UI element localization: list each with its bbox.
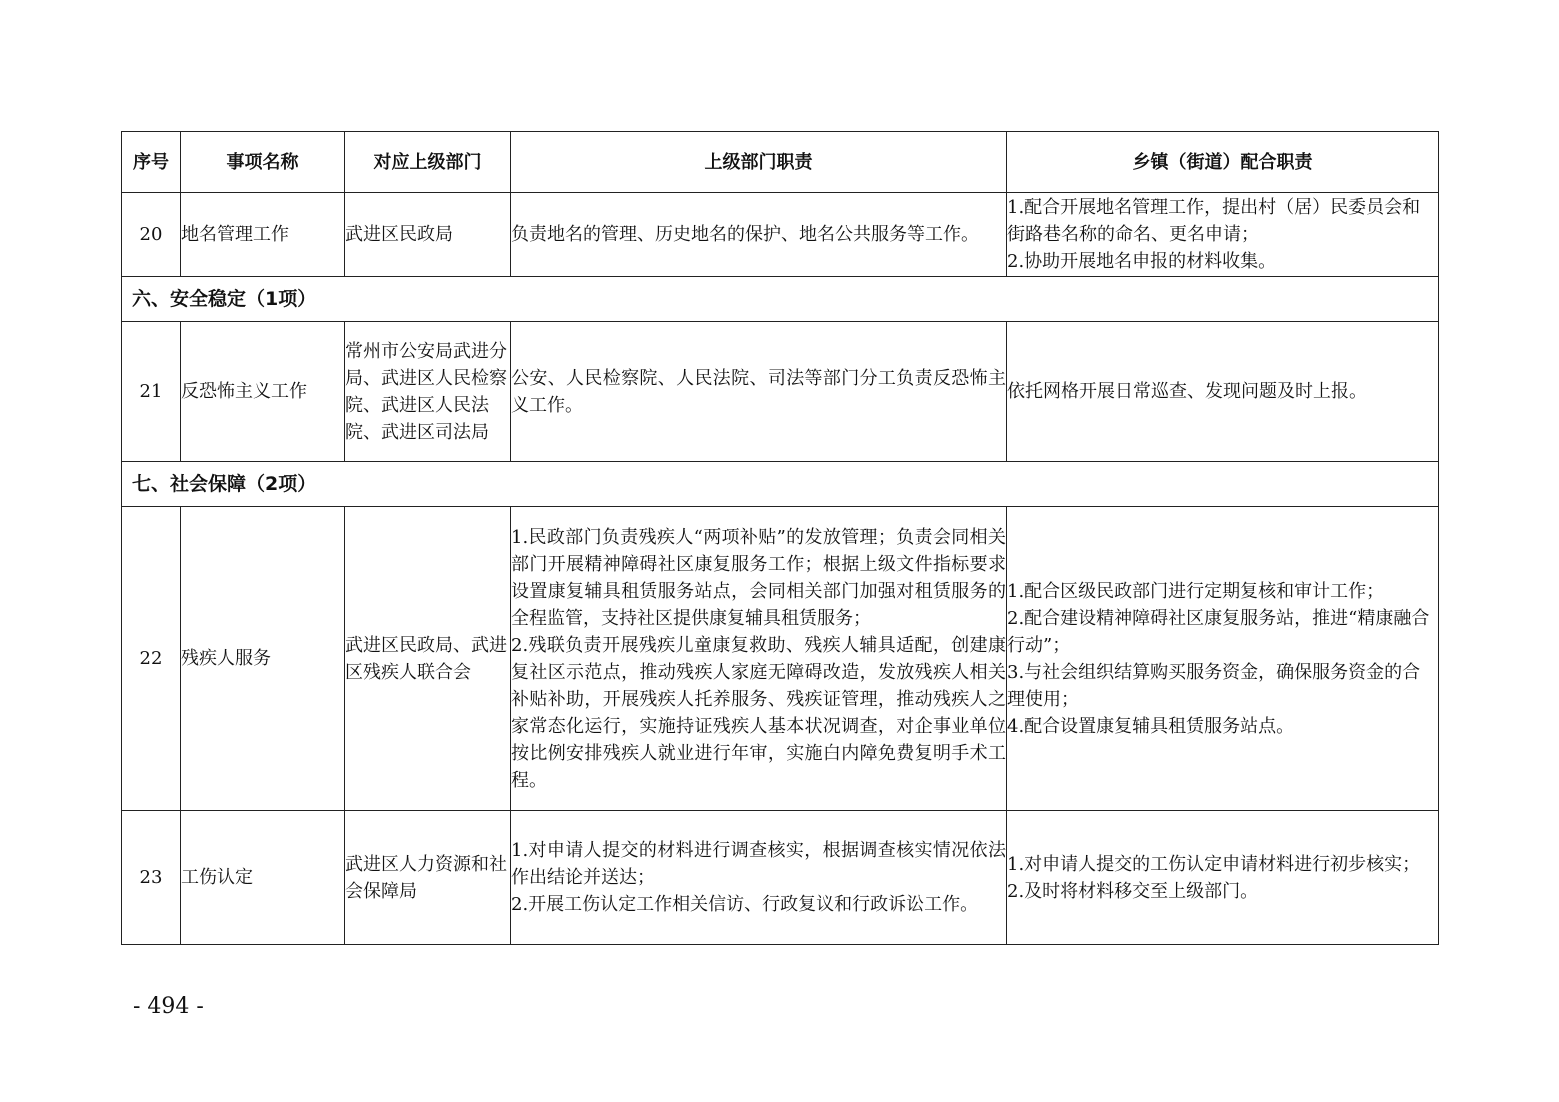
row-num: 21: [122, 322, 181, 462]
table-row: [122, 811, 1439, 945]
row-resp: [511, 507, 1007, 811]
table-row: [122, 507, 1439, 811]
duty-table: [121, 131, 1439, 945]
row-resp: [511, 322, 1007, 462]
resp-line: 负责地名的管理、历史地名的保护、地名公共服务等工作。: [511, 224, 979, 245]
header-coop: 乡镇（街道）配合职责: [1007, 132, 1439, 193]
row-name: 地名管理工作: [181, 193, 345, 277]
row-num: 20: [122, 193, 181, 277]
header-name: 事项名称: [181, 132, 345, 193]
header-num: 序号: [122, 132, 181, 193]
resp-line: 公安、人民检察院、人民法院、司法等部门分工负责反恐怖主义工作。: [511, 367, 1006, 416]
table-row: [122, 193, 1439, 277]
coop-line: 2.配合建设精神障碍社区康复服务站，推进“精康融合行动”；: [1007, 607, 1430, 656]
section-title: 七、社会保障（2项）: [122, 462, 1439, 507]
row-coop: [1007, 811, 1439, 945]
coop-line: 依托网格开展日常巡查、发现问题及时上报。: [1007, 381, 1367, 402]
row-name: 反恐怖主义工作: [181, 322, 345, 462]
row-num: 22: [122, 507, 181, 811]
row-num: 23: [122, 811, 181, 945]
page-number: - 494 -: [133, 994, 204, 1019]
section-title: 六、安全稳定（1项）: [122, 277, 1439, 322]
header-resp: 上级部门职责: [511, 132, 1007, 193]
row-name: 工伤认定: [181, 811, 345, 945]
section-row: [122, 462, 1439, 507]
row-dept: 常州市公安局武进分局、武进区人民检察院、武进区人民法院、武进区司法局: [345, 322, 511, 462]
resp-line: 2.开展工伤认定工作相关信访、行政复议和行政诉讼工作。: [511, 894, 979, 915]
row-resp: [511, 193, 1007, 277]
row-dept: 武进区人力资源和社会保障局: [345, 811, 511, 945]
coop-line: 3.与社会组织结算购买服务资金，确保服务资金的合理使用；: [1007, 661, 1421, 710]
table-row: [122, 322, 1439, 462]
section-row: [122, 277, 1439, 322]
row-coop: [1007, 193, 1439, 277]
coop-line: 1.对申请人提交的工伤认定申请材料进行初步核实；: [1007, 853, 1421, 875]
table-header-row: [122, 132, 1439, 193]
row-resp: [511, 811, 1007, 945]
row-dept: 武进区民政局、武进区残疾人联合会: [345, 507, 511, 811]
resp-line: 1.对申请人提交的材料进行调查核实，根据调查核实情况依法作出结论并送达；: [511, 840, 1006, 888]
row-name: 残疾人服务: [181, 507, 345, 811]
coop-line: 1.配合开展地名管理工作，提出村（居）民委员会和街路巷名称的命名、更名申请；: [1007, 197, 1421, 245]
row-dept: 武进区民政局: [345, 193, 511, 277]
header-dept: 对应上级部门: [345, 132, 511, 193]
resp-line: 1.民政部门负责残疾人“两项补贴”的发放管理；负责会同相关部门开展精神障碍社区康复服务工作；根据上级文件指标要求设置康复辅具租赁服务站点，会同相关部门加强对租赁服务的全程监管，支持社区提供康复辅具租赁服务；: [511, 526, 1006, 629]
row-coop: [1007, 507, 1439, 811]
row-coop: [1007, 322, 1439, 462]
resp-line: 2.残联负责开展残疾儿童康复救助、残疾人辅具适配，创建康复社区示范点，推动残疾人家庭无障碍改造，发放残疾人相关补贴补助，开展残疾人托养服务、残疾证管理，推动残疾人之家常态化运行，实施持证残疾人基本状况调查，对企事业单位按比例安排残疾人就业进行年审，实施白内障免费复明手术工程。: [511, 634, 1006, 791]
coop-line: 1.配合区级民政部门进行定期复核和审计工作；: [1007, 580, 1385, 602]
coop-line: 2.协助开展地名申报的材料收集。: [1007, 251, 1277, 272]
coop-line: 4.配合设置康复辅具租赁服务站点。: [1007, 715, 1295, 737]
coop-line: 2.及时将材料移交至上级部门。: [1007, 880, 1259, 902]
